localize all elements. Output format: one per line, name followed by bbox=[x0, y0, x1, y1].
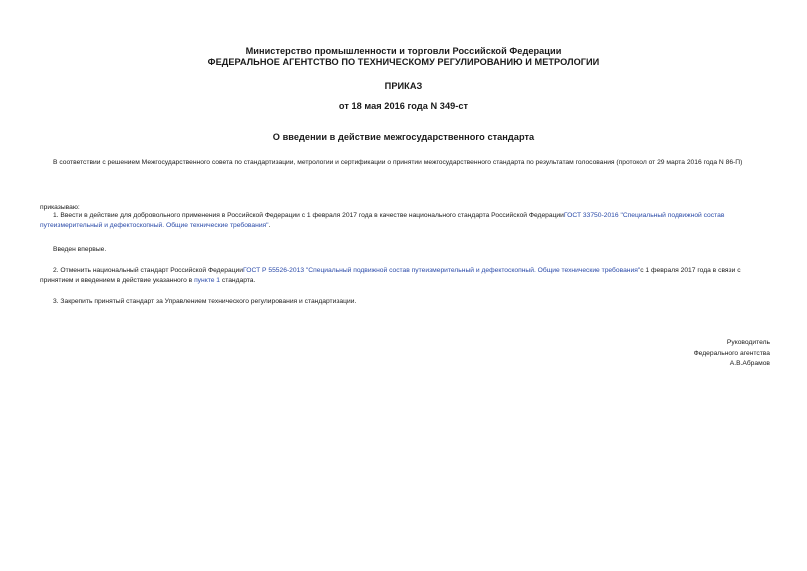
order-word: приказываю: bbox=[40, 204, 80, 211]
item-2-text: 2. Отменить национальный стандарт Российской Федерации bbox=[53, 267, 244, 274]
date-and-number: от 18 мая 2016 года N 349-ст bbox=[338, 101, 469, 111]
item-1-suffix: . bbox=[268, 222, 271, 230]
item-1-paragraph bbox=[40, 211, 768, 232]
signer-name: А.В.Абрамов bbox=[729, 360, 770, 368]
item-2-suffix: стандарта. bbox=[220, 277, 256, 285]
item-3-paragraph: 3. Закрепить принятый стандарт за Управлением технического регулирования и стандартизации. bbox=[53, 298, 357, 305]
item-2-middle: с 1 февраля 2017 года в связи с принятием и введением в действие указанного в bbox=[40, 267, 741, 285]
gost-r-55526-link[interactable]: ГОСТ Р 55526-2013 "Специальный подвижной состав путеизмерительный и дефектоскопный. Общие технические требования" bbox=[243, 267, 641, 274]
introduced-first-note: Введен впервые. bbox=[53, 246, 107, 253]
signature-block bbox=[550, 338, 770, 370]
document-type: ПРИКАЗ bbox=[384, 81, 423, 91]
ministry-name: Министерство промышленности и торговли Российской Федерации bbox=[245, 46, 562, 56]
item-2-paragraph bbox=[40, 266, 768, 287]
signer-organization: Федерального агентства bbox=[693, 349, 770, 357]
intro-paragraph: В соответствии с решением Межгосударственного совета по стандартизации, метрологии и сертификации о принятии межгосударственного стандарта по результатам голосования (протокол от 29 марта 2016 года N 86-П) bbox=[53, 159, 743, 166]
gost-33750-link[interactable]: ГОСТ 33750-2016 "Специальный подвижной состав путеизмерительный и дефектоскопный. Общие технические требования" bbox=[40, 212, 725, 230]
item-1-reference-link[interactable]: пункте 1 bbox=[194, 277, 221, 285]
agency-name: ФЕДЕРАЛЬНОЕ АГЕНТСТВО ПО ТЕХНИЧЕСКОМУ РЕГУЛИРОВАНИЮ И МЕТРОЛОГИИ bbox=[207, 57, 600, 67]
document-subject: О введении в действие межгосударственного стандарта bbox=[272, 132, 535, 142]
signer-title: Руководитель bbox=[726, 339, 770, 346]
item-1-text: 1. Ввести в действие для добровольного применения в Российской Федерации с 1 февраля 2017 года в качестве национального стандарта Российской Федерации bbox=[53, 212, 564, 219]
